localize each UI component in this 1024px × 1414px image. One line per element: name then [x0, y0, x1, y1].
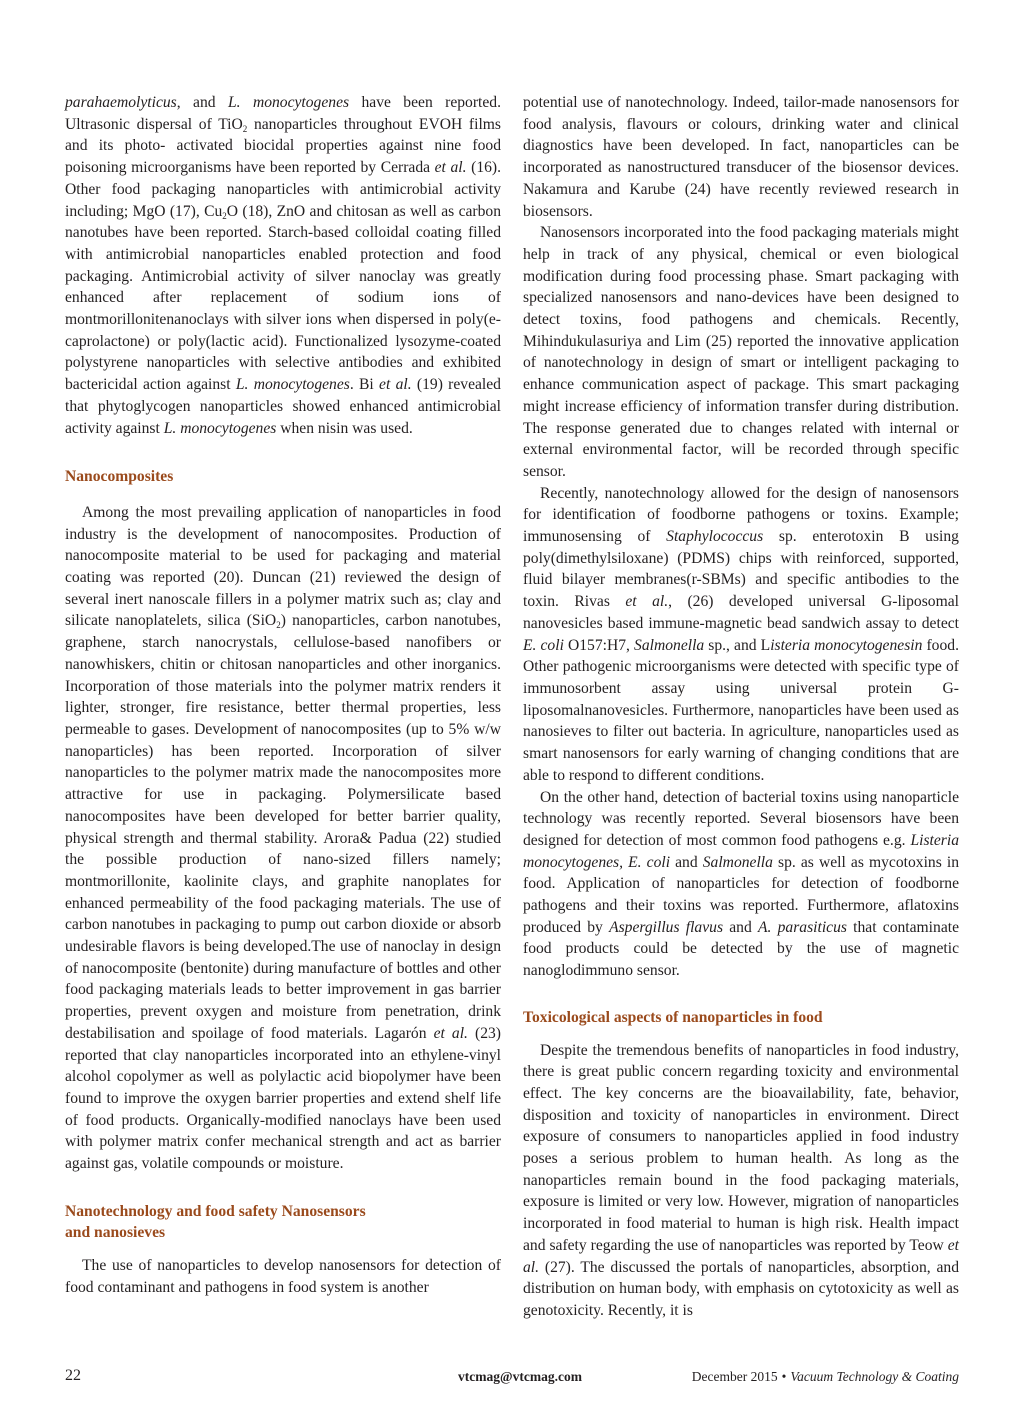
paragraph-antimicrobial: [65, 92, 501, 439]
citation-etal: et al.: [379, 376, 412, 394]
text-run: sp. enterotoxin B using poly(dimethylsiloxane) (PDMS) chips with reinforced, supported, fluid bilayer membranes(r-SBMs) and specific antibodies to the toxin. Rivas: [523, 528, 959, 611]
species-name: Salmonella: [702, 853, 773, 871]
text-run: sp., and L: [704, 636, 771, 654]
species-name: L. monocytogenes: [227, 94, 350, 111]
subscript: 2: [222, 210, 227, 221]
text-run: (19) revealed that phytoglycogen nanoparticles showed enhanced antimicrobial activity against: [65, 376, 501, 437]
species-name: isteria monocytogenesin: [770, 636, 923, 654]
species-name: Salmonella: [634, 636, 705, 654]
paragraph-nanosensors-intro: The use of nanoparticles to develop nanosensors for detection of food contaminant and pathogens in food system is another: [65, 1257, 501, 1296]
text-run: Among the most prevailing application of nanoparticles in food industry is the development of nanocomposites. Production of nanocomposite material to be used for packaging and material coating was reported (20). Duncan (21) reviewed the design of several inert nanoscale fillers in a polymer matrix such as; clay and silicate nanoplatelets, silica (SiO: [65, 503, 501, 630]
text-run: On the other hand, detection of bacterial toxins using nanoparticle technology was recently reported. Several biosensors have been designed for detection of most common food pathogens e.g.: [523, 788, 959, 849]
text-run: nanoparticles throughout EVOH films and its photo- activated biocidal properties against nine food poisoning microorganisms have been reported by Cerrada: [65, 115, 501, 177]
species-name: Staphylococcus: [666, 528, 764, 546]
subscript: 2: [242, 123, 248, 134]
species-name: parahaemolyticus: [65, 94, 177, 111]
text-run: , and: [176, 94, 228, 111]
text-run: when nisin was used.: [276, 419, 413, 437]
text-run: (23) reported that clay nanoparticles incorporated into an ethylene-vinyl alcohol copolymer as well as polylactic acid biopolymer have been found to improve the oxygen barrier properties and extend shelf life of food products. Organically-modified nanoclays have been used with polymer matrix confer mechanical strength and act as barrier against gas, volatile compounds or moisture.: [65, 1024, 501, 1173]
text-run: . Bi: [349, 376, 380, 394]
citation-etal: et al.: [434, 159, 467, 177]
heading-line: and nanosieves: [65, 1224, 166, 1242]
footer-issue: [692, 1369, 959, 1385]
text-run: O (18), ZnO and chitosan as well as carbon nanotubes have been reported. Starch-based colloidal coating filled with antimicrobial nanoparticles enabled protection and food packaging. Antimicrobial activity of silver nanoclay was greatly enhanced after replacement of sodium ions of montmorillonitenanoclays with silver ions when dispersed in poly(e-caprolactone) or poly(lactic acid). Functionalized lysozyme-coated polystyrene nanoparticles with selective antibodies and exhibited bactericidal action against: [65, 202, 501, 394]
left-column: [65, 92, 501, 1299]
species-name: L. monocytogenes: [235, 376, 350, 394]
text-run: and: [670, 853, 703, 871]
text-run: , (26) developed universal G-liposomal nanovesicles based immune-magnetic bead sandwich assay to detect: [523, 593, 959, 632]
text-run: sp. as well as mycotoxins in food. Application of nanoparticles for detection of foodborne pathogens and their toxins was reported. Furthermore, aflatoxins produced by: [523, 853, 959, 936]
citation-etal: et al.: [433, 1024, 468, 1042]
paragraph-pathogen-detection: [523, 483, 959, 787]
paragraph-toxicology: [523, 1040, 959, 1322]
section-heading-nanocomposites: Nanocomposites: [65, 468, 174, 486]
page-number: 22: [65, 1367, 81, 1384]
text-run: Recently, nanotechnology allowed for the design of nanosensors for identification of foodborne pathogens or toxins. Example; immunosensing of: [523, 484, 959, 546]
journal-name: Vacuum Technology & Coating: [790, 1369, 959, 1384]
citation-etal: et al.: [523, 1236, 959, 1276]
paragraph-bacterial-toxins: [523, 787, 959, 982]
paragraph-smart-packaging: Nanosensors incorporated into the food packaging materials might help in track of any physical, chemical or even biological modification during food processing phase. Smart packaging with specialized nanosensors and nano-devices have been designed to detect toxins, food pathogens and chemicals. Recently, Mihindukulasuriya and Lim (25) reported the innovative application of nanotechnology in design of smart or intelligent packaging to enhance communication aspect of package. This smart packaging might increase efficiency of information transfer during distribution. The response generated due to changes related with internal or external environmental factor, will be recorded through specific sensor.: [523, 224, 959, 480]
paragraph-nanotech-potential: potential use of nanotechnology. Indeed, tailor-made nanosensors for food analysis, flavours or colours, drinking water and clinical diagnostics have been developed. In fact, nanoparticles can be incorporated as nanostructured transducer of the biosensor devices. Nakamura and Karube (24) have recently reviewed research in biosensors.: [523, 94, 959, 220]
text-run: have been reported. Ultrasonic dispersal of TiO: [65, 94, 501, 133]
issue-date: December 2015: [691, 1369, 778, 1384]
right-column: [523, 92, 959, 1322]
species-name: L. monocytogenes: [163, 419, 277, 437]
subscript: 2: [276, 620, 281, 631]
bullet-separator: •: [781, 1369, 787, 1384]
text-run: food. Other pathogenic microorganisms were detected with specific type of immunosorbent assay using universal protein G-liposomalnanovesicles. Furthermore, nanoparticles have been used as nanosieves to filter out bacteria. In agriculture, nanoparticles used as smart nanosensors for early warning of changing conditions that are able to respond to different conditions.: [523, 636, 959, 784]
text-run: Despite the tremendous benefits of nanoparticles in food industry, there is great public concern regarding toxicity and environmental effect. The key concerns are the bioavailability, fate, behavior, disposition and toxicity of nanoparticles in environment. Direct exposure of consumers to nanoparticles applied in food industry poses a serious problem to human health. As long as the nanoparticles remain bound in the food packaging materials, exposure is limited or very low. However, migration of nanoparticles incorporated in food material to human is high risk. Health impact and safety regarding the use of nanoparticles was reported by Teow: [523, 1041, 959, 1254]
species-name: Aspergillus flavus: [609, 918, 724, 936]
species-name: A. parasiticus: [757, 918, 847, 936]
footer-email: vtcmag@vtcmag.com: [458, 1369, 582, 1384]
citation-etal: et al.: [625, 593, 669, 611]
text-run: and: [723, 918, 758, 936]
paragraph-nanocomposites: [65, 502, 501, 1175]
section-heading-toxicological: Toxicological aspects of nanoparticles in food: [523, 1008, 823, 1026]
text-run: (27). The discussed the portals of nanoparticles, absorption, and distribution on human body, with emphasis on cytotoxicity as well as genotoxicity. Recently, it is: [523, 1258, 959, 1319]
section-heading-nanosensors: [65, 1201, 501, 1244]
text-run: (16). Other food packaging nanoparticles with antimicrobial activity including; MgO (17), Cu: [65, 159, 502, 220]
species-name: Listeria monocytogenes, E. coli: [523, 831, 959, 871]
text-run: O157:H7,: [563, 636, 635, 654]
text-run: ) nanoparticles, carbon nanotubes, graphene, starch nanocrystals, cellulose-based nanofibers or nanowhiskers, chitin or chitosan nanoparticles and other inorganics. Incorporation of those materials into the polymer matrix renders it lighter, stronger, fire resistance, better thermal properties, less permeable to gases. Development of nanocomposites (up to 5% w/w nanoparticles) has been reported. Incorporation of silver nanoparticles to the polymer matrix made the nanocomposites more attractive for use in packaging. Polymersilicate based nanocomposites have been developed for better barrier quality, physical strength and thermal stability. Arora& Padua (22) studied the possible production of nano-sized fillers namely; montmorillonite, kaolinite clays, and graphite nanoplates for enhanced permeability of the food packaging materials. The use of carbon nanotubes in packaging to pump out carbon dioxide or absorb undesirable flavors is being developed.The use of nanoclay in design of nanocomposite (bentonite) during manufacture of bottles and other food packaging materials leads to better improvement in gas barrier properties, prevent oxygen and moisture from penetration, drink destabilisation and spoilage of food materials. Lagarón: [65, 612, 501, 1042]
text-run: that contaminate food products could be detected by the use of magnetic nanoglodimmuno sensor.: [523, 918, 959, 980]
heading-line: Nanotechnology and food safety Nanosensors: [65, 1202, 366, 1220]
species-name: E. coli: [523, 636, 564, 654]
